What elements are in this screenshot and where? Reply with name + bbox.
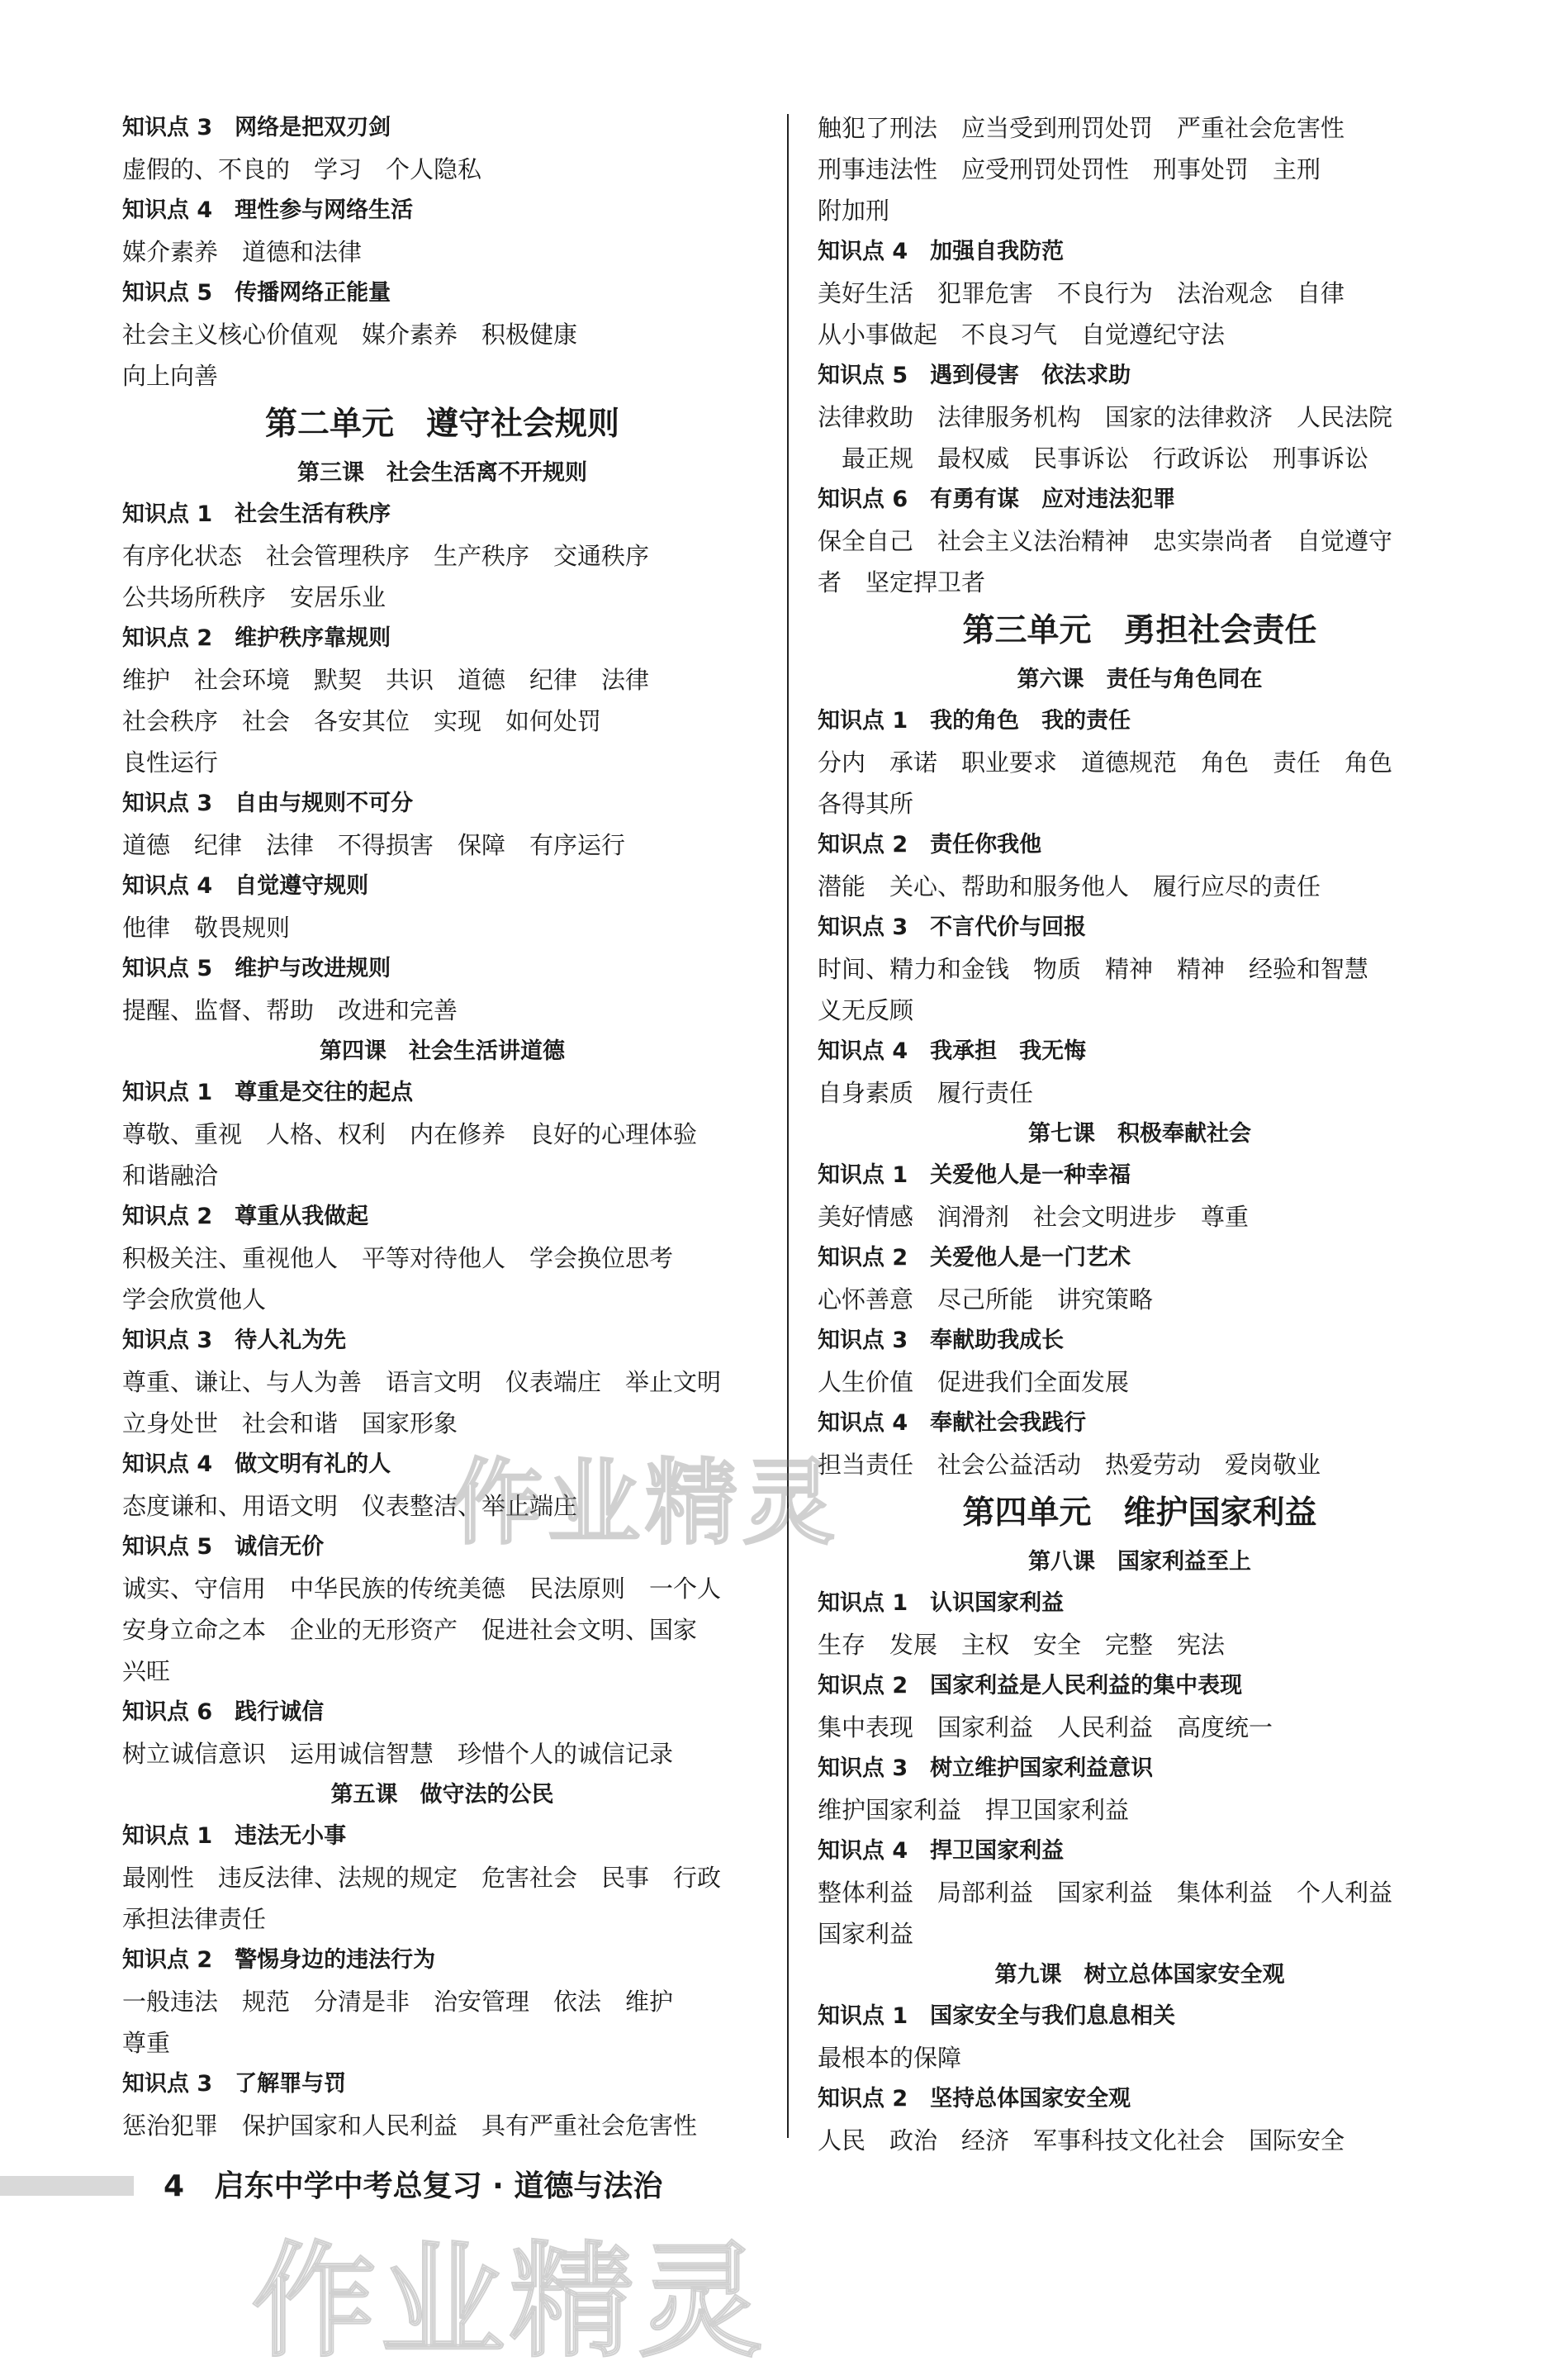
answer-line: 提醒、监督、帮助 改进和完善	[122, 996, 458, 1024]
knowledge-point-heading: 知识点 2 责任你我他	[818, 832, 1042, 857]
answer-line: 道德 纪律 法律 不得损害 保障 有序运行	[122, 831, 626, 859]
knowledge-point-heading: 知识点 3 网络是把双刃剑	[122, 115, 391, 140]
answer-line: 诚实、守信用 中华民族的传统美德 民法原则 一个人	[122, 1575, 722, 1603]
answer-line: 生存 发展 主权 安全 完整 宪法	[818, 1631, 1226, 1659]
answer-line: 树立诚信意识 运用诚信智慧 珍惜个人的诚信记录	[122, 1740, 674, 1768]
knowledge-point-heading: 知识点 1 国家安全与我们息息相关	[818, 2003, 1176, 2029]
answer-line: 尊重、谦让、与人为善 语言文明 仪表端庄 举止文明	[122, 1368, 722, 1396]
knowledge-point-heading: 知识点 2 维护秩序靠规则	[122, 625, 391, 651]
column-divider	[787, 114, 789, 2138]
knowledge-point-heading: 知识点 1 我的角色 我的责任	[818, 708, 1131, 734]
knowledge-point-heading: 知识点 3 奉献助我成长	[818, 1328, 1065, 1353]
lesson-title: 第六课 责任与角色同在	[1017, 667, 1263, 692]
answer-line: 学会欣赏他人	[122, 1285, 267, 1314]
knowledge-point-heading: 知识点 1 社会生活有秩序	[122, 501, 391, 527]
answer-line: 向上向善	[122, 362, 219, 390]
answer-line: 自身素质 履行责任	[818, 1079, 1034, 1107]
page-footer	[164, 2163, 662, 2205]
answer-line: 一般违法 规范 分清是非 治安管理 依法 维护	[122, 1988, 674, 2016]
knowledge-point-heading: 知识点 1 尊重是交往的起点	[122, 1080, 414, 1105]
answer-line: 社会秩序 社会 各安其位 实现 如何处罚	[122, 707, 602, 735]
answer-line: 他律 敬畏规则	[122, 914, 291, 942]
knowledge-point-heading: 知识点 1 认识国家利益	[818, 1590, 1065, 1616]
watermark-bottom: 作业精灵	[252, 2230, 768, 2374]
answer-line: 安身立命之本 企业的无形资产 促进社会文明、国家	[122, 1616, 698, 1644]
answer-line: 社会主义核心价值观 媒介素养 积极健康	[122, 321, 578, 349]
answer-line: 最刚性 违反法律、法规的规定 危害社会 民事 行政	[122, 1864, 722, 1892]
answer-line: 积极关注、重视他人 平等对待他人 学会换位思考	[122, 1244, 674, 1272]
answer-line: 美好生活 犯罪危害 不良行为 法治观念 自律	[818, 279, 1345, 307]
knowledge-point-heading: 知识点 1 关爱他人是一种幸福	[818, 1162, 1131, 1188]
answer-line: 美好情感 润滑剂 社会文明进步 尊重	[818, 1203, 1250, 1231]
answer-line: 媒介素养 道德和法律	[122, 238, 363, 266]
knowledge-point-heading: 知识点 4 我承担 我无悔	[818, 1038, 1087, 1064]
answer-line: 法律救助 法律服务机构 国家的法律救济 人民法院	[818, 403, 1393, 431]
answer-line: 者 坚定捍卫者	[818, 568, 986, 596]
answer-line: 心怀善意 尽己所能 讲究策略	[818, 1285, 1154, 1314]
answer-line: 人民 政治 经济 军事科技文化社会 国际安全	[818, 2126, 1345, 2154]
knowledge-point-heading: 知识点 3 树立维护国家利益意识	[818, 1755, 1154, 1781]
lesson-title: 第五课 做守法的公民	[330, 1782, 554, 1808]
knowledge-point-heading: 知识点 3 了解罪与罚	[122, 2071, 347, 2097]
left-column	[122, 107, 762, 2146]
knowledge-point-heading: 知识点 4 做文明有礼的人	[122, 1451, 391, 1477]
answer-line: 有序化状态 社会管理秩序 生产秩序 交通秩序	[122, 542, 650, 570]
lesson-title: 第九课 树立总体国家安全观	[994, 1962, 1285, 1988]
answer-line: 义无反顾	[818, 996, 914, 1024]
knowledge-point-heading: 知识点 5 传播网络正能量	[122, 280, 391, 306]
answer-line: 最根本的保障	[818, 2044, 962, 2072]
answer-line: 附加刑	[818, 197, 890, 225]
answer-line: 担当责任 社会公益活动 热爱劳动 爱岗敬业	[818, 1451, 1321, 1479]
knowledge-point-heading: 知识点 2 国家利益是人民利益的集中表现	[818, 1673, 1243, 1698]
answer-line: 保全自己 社会主义法治精神 忠实崇尚者 自觉遵守	[818, 527, 1393, 555]
knowledge-point-heading: 知识点 4 奉献社会我践行	[818, 1410, 1087, 1436]
right-column	[818, 107, 1462, 2161]
answer-line: 公共场所秩序 安居乐业	[122, 583, 387, 611]
answer-line: 承担法律责任	[122, 1905, 267, 1933]
answer-line: 时间、精力和金钱 物质 精神 精神 经验和智慧	[818, 955, 1369, 983]
lesson-title: 第八课 国家利益至上	[1028, 1549, 1251, 1575]
answer-line: 从小事做起 不良习气 自觉遵纪守法	[818, 321, 1226, 349]
knowledge-point-heading: 知识点 5 遇到侵害 依法求助	[818, 363, 1131, 388]
answer-line: 尊重	[122, 2029, 171, 2057]
answer-line: 分内 承诺 职业要求 道德规范 角色 责任 角色	[818, 748, 1393, 777]
answer-line: 态度谦和、用语文明 仪表整洁、举止端庄	[122, 1492, 578, 1520]
answer-line: 国家利益	[818, 1920, 914, 1948]
answer-line: 刑事违法性 应受刑罚处罚性 刑事处罚 主刑	[818, 155, 1321, 183]
page-number: 4	[164, 2169, 185, 2203]
watermark-middle: 作业精灵	[450, 1450, 840, 1557]
answer-line: 人生价值 促进我们全面发展	[818, 1368, 1130, 1396]
knowledge-point-heading: 知识点 4 理性参与网络生活	[122, 197, 414, 223]
answer-line: 整体利益 局部利益 国家利益 集体利益 个人利益	[818, 1879, 1393, 1907]
knowledge-point-heading: 知识点 2 坚持总体国家安全观	[818, 2086, 1131, 2112]
knowledge-point-heading: 知识点 1 违法无小事	[122, 1823, 347, 1849]
knowledge-point-heading: 知识点 3 自由与规则不可分	[122, 791, 414, 816]
knowledge-point-heading: 知识点 3 待人礼为先	[122, 1328, 347, 1353]
knowledge-point-heading: 知识点 2 尊重从我做起	[122, 1204, 369, 1229]
answer-line: 虚假的、不良的 学习 个人隐私	[122, 155, 482, 183]
book-title: 启东中学中考总复习 · 道德与法治	[214, 2169, 663, 2203]
answer-line: 维护 社会环境 默契 共识 道德 纪律 法律	[122, 666, 650, 694]
knowledge-point-heading: 知识点 3 不言代价与回报	[818, 914, 1087, 940]
answer-line: 维护国家利益 捍卫国家利益	[818, 1796, 1130, 1824]
unit-title: 第三单元 勇担社会责任	[962, 612, 1317, 649]
unit-title: 第四单元 维护国家利益	[962, 1494, 1317, 1532]
answer-line: 和谐融洽	[122, 1161, 219, 1190]
answer-line: 各得其所	[818, 790, 914, 818]
knowledge-point-heading: 知识点 5 诚信无价	[122, 1534, 325, 1560]
answer-line: 尊敬、重视 人格、权利 内在修养 良好的心理体验	[122, 1120, 698, 1148]
answer-line: 触犯了刑法 应当受到刑罚处罚 严重社会危害性	[818, 114, 1345, 142]
answer-line: 立身处世 社会和谐 国家形象	[122, 1409, 458, 1437]
knowledge-point-heading: 知识点 6 践行诚信	[122, 1699, 325, 1725]
knowledge-point-heading: 知识点 4 加强自我防范	[818, 239, 1065, 264]
knowledge-point-heading: 知识点 2 关爱他人是一门艺术	[818, 1245, 1131, 1271]
knowledge-point-heading: 知识点 2 警惕身边的违法行为	[122, 1947, 436, 1973]
lesson-title: 第四课 社会生活讲道德	[320, 1038, 565, 1064]
answer-line: 集中表现 国家利益 人民利益 高度统一	[818, 1713, 1273, 1741]
answer-line: 潜能 关心、帮助和服务他人 履行应尽的责任	[818, 872, 1321, 900]
answer-line: 最正规 最权威 民事诉讼 行政诉讼 刑事诉讼	[818, 444, 1369, 473]
answer-line: 兴旺	[122, 1657, 171, 1685]
knowledge-point-heading: 知识点 4 自觉遵守规则	[122, 873, 369, 899]
knowledge-point-heading: 知识点 6 有勇有谋 应对违法犯罪	[818, 487, 1176, 512]
answer-line: 良性运行	[122, 748, 219, 777]
knowledge-point-heading: 知识点 5 维护与改进规则	[122, 956, 391, 981]
answer-line: 惩治犯罪 保护国家和人民利益 具有严重社会危害性	[122, 2112, 698, 2140]
lesson-title: 第三课 社会生活离不开规则	[297, 460, 587, 486]
lesson-title: 第七课 积极奉献社会	[1028, 1121, 1251, 1147]
unit-title: 第二单元 遵守社会规则	[264, 406, 619, 443]
knowledge-point-heading: 知识点 4 捍卫国家利益	[818, 1838, 1065, 1864]
footer-bar	[0, 2176, 134, 2196]
